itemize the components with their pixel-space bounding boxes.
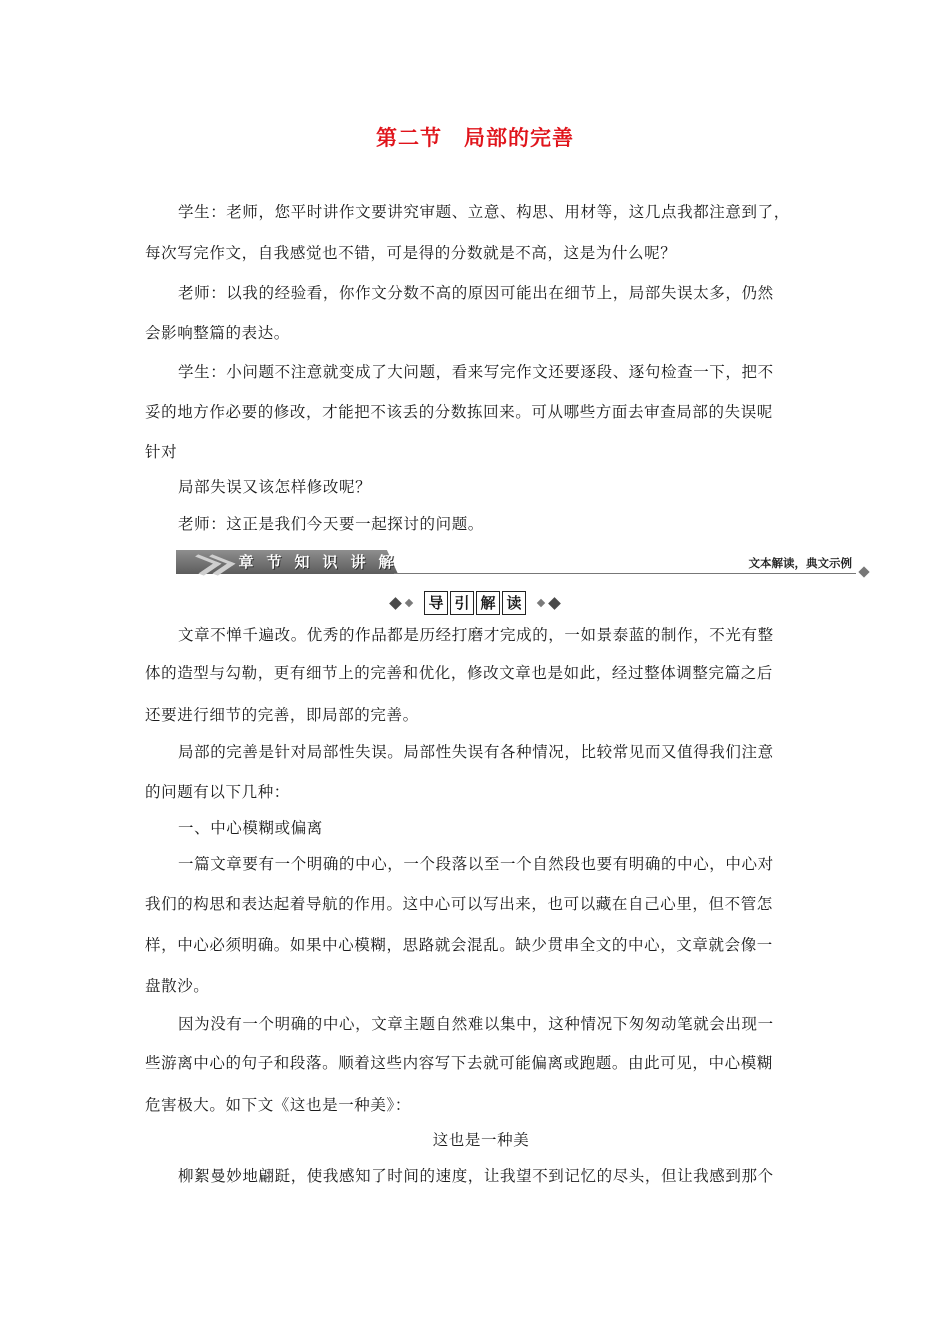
section-banner [176,545,870,581]
section-name: 局部的完善 [464,126,574,150]
banner-char: 节 [266,553,282,571]
body-line: 一篇文章要有一个明确的中心，一个段落以至一个自然段也要有明确的中心，中心对 [178,855,774,873]
intro-line: 老师：这正是我们今天要一起探讨的问题。 [178,515,484,533]
section-number: 第二节 [376,126,442,150]
body-line: 的问题有以下几种： [145,783,290,801]
intro-line: 会影响整篇的表达。 [145,324,290,342]
intro-line: 针对 [145,443,178,461]
body-line: 一、中心模糊或偏离 [178,819,323,837]
page-title [0,122,950,152]
sub-heading-char: 解 [476,591,500,615]
banner-char: 识 [322,553,338,571]
body-line: 还要进行细节的完善，即局部的完善。 [145,706,419,724]
intro-line: 妥的地方作必要的修改，才能把不该丢的分数拣回来。可从哪些方面去审查局部的失误呢 [145,403,773,421]
diamond-icon [537,599,545,607]
essay-title: 这也是一种美 [432,1131,530,1149]
intro-line: 学生：老师，您平时讲作文要讲究审题、立意、构思、用材等，这几点我都注意到了， [178,203,790,221]
intro-line: 学生：小问题不注意就变成了大问题，看来写完作文还要逐段、逐句检查一下，把不 [178,363,774,381]
intro-line: 局部失误又该怎样修改呢？ [178,478,372,496]
body-line: 局部的完善是针对局部性失误。局部性失误有各种情况，比较常见而又值得我们注意 [178,743,774,761]
banner-rule [394,573,856,574]
body-line: 盘散沙。 [145,977,210,995]
diamond-icon [858,566,869,577]
intro-line: 每次写完作文，自我感觉也不错，可是得的分数就是不高，这是为什么呢？ [145,244,677,262]
diamond-icon [405,599,413,607]
body-line: 样，中心必须明确。如果中心模糊，思路就会混乱。缺少贯串全文的中心，文章就会像一 [145,936,773,954]
banner-title [234,552,398,572]
banner-side-text: 文本解读，典文示例 [748,556,852,570]
body-line: 些游离中心的句子和段落。顺着这些内容写下去就可能偏离或跑题。由此可见，中心模糊 [145,1054,773,1072]
sub-heading-char: 引 [450,591,474,615]
body-line: 柳絮曼妙地翩跹，使我感知了时间的速度，让我望不到记忆的尽头，但让我感到那个 [178,1167,774,1185]
sub-heading-char: 读 [502,591,526,615]
diamond-icon [548,597,561,610]
body-line: 危害极大。如下文《这也是一种美》： [145,1096,411,1114]
intro-line: 老师：以我的经验看，你作文分数不高的原因可能出在细节上，局部失误太多，仍然 [178,284,774,302]
body-line: 因为没有一个明确的中心，文章主题自然难以集中，这种情况下匆匆动笔就会出现一 [178,1015,774,1033]
diamond-icon [389,597,402,610]
sub-heading-char: 导 [424,591,448,615]
body-line: 我们的构思和表达起着导航的作用。这中心可以写出来，也可以藏在自己心里，但不管怎 [145,895,773,913]
body-line: 体的造型与勾勒，更有细节上的完善和优化，修改文章也是如此，经过整体调整完篇之后 [145,664,773,682]
banner-char: 知 [294,553,310,571]
banner-char: 章 [238,553,254,571]
sub-heading [0,591,950,615]
sub-heading-title [424,591,526,615]
banner-char: 解 [378,553,394,571]
body-line: 文章不惮千遍改。优秀的作品都是历经打磨才完成的，一如景泰蓝的制作，不光有整 [178,626,774,644]
banner-char: 讲 [350,553,366,571]
